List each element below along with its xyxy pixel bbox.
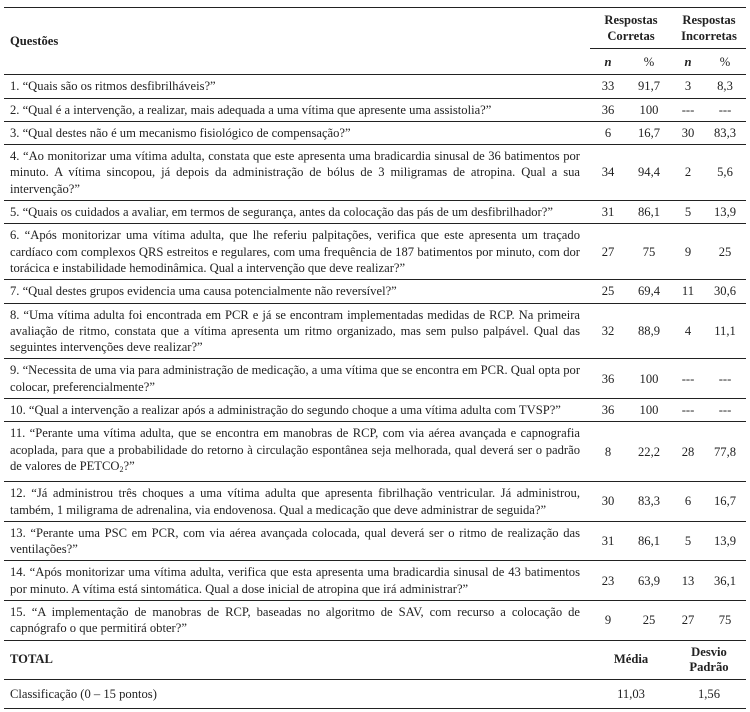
- incorrect-pct-cell: 8,3: [704, 75, 746, 98]
- incorrect-n-cell: 11: [672, 280, 704, 303]
- incorrect-pct-cell: 11,1: [704, 303, 746, 359]
- correct-n-cell: 36: [590, 399, 626, 422]
- question-text-main: 3. “Qual destes não é um mecanismo fisiológico de compensação?”: [10, 125, 351, 140]
- incorrect-answers-header: Respostas Incorretas: [672, 8, 746, 49]
- correct-answers-header: Respostas Corretas: [590, 8, 672, 49]
- question-text: [4, 75, 590, 98]
- question-text-main: 12. “Já administrou três choques a uma vítima adulta que apresenta fibrilhação ventricular. Já administrou, também, 1 miligrama de adrenalina, via endovenosa. Qual a medicação que deve administrar de seguida?”: [10, 486, 580, 517]
- results-table: [4, 7, 746, 709]
- question-text: [4, 521, 590, 561]
- correct-pct-cell: 25: [626, 601, 672, 641]
- correct-pct-cell: 86,1: [626, 521, 672, 561]
- question-row: [4, 561, 746, 601]
- classification-label: Classificação (0 – 15 pontos): [4, 679, 590, 708]
- correct-n-cell: 9: [590, 601, 626, 641]
- question-text: [4, 303, 590, 359]
- question-row: [4, 201, 746, 224]
- incorrect-pct-cell: 75: [704, 601, 746, 641]
- incorrect-pct-header: %: [719, 55, 731, 69]
- question-text-end: ?”: [123, 458, 135, 473]
- question-text-main: 6. “Após monitorizar uma vítima adulta, que lhe referiu palpitações, verifica que este apresenta um traçado cardíaco com complexos QRS estreitos e regulares, com uma frequência de 187 batimentos por minuto, com dor torácica e instabilidade hemodinâmica. Qual a intervenção que deve realizar?”: [10, 228, 580, 275]
- incorrect-n-cell: 3: [672, 75, 704, 98]
- question-row: [4, 75, 746, 98]
- correct-n-cell: 36: [590, 359, 626, 399]
- question-row: [4, 482, 746, 522]
- correct-pct-cell: 100: [626, 359, 672, 399]
- question-text-main: 7. “Qual destes grupos evidencia uma causa potencialmente não reversível?”: [10, 284, 397, 299]
- question-text: [4, 201, 590, 224]
- incorrect-n-cell: 6: [672, 482, 704, 522]
- incorrect-n-header: n: [684, 55, 692, 69]
- mean-header: Média: [613, 652, 649, 667]
- correct-pct-cell: 83,3: [626, 482, 672, 522]
- question-text: [4, 482, 590, 522]
- incorrect-n-cell: 13: [672, 561, 704, 601]
- correct-n-cell: 32: [590, 303, 626, 359]
- correct-n-header: n: [604, 55, 612, 69]
- correct-pct-cell: 94,4: [626, 145, 672, 201]
- question-text: [4, 280, 590, 303]
- incorrect-pct-cell: ---: [704, 98, 746, 121]
- correct-n-cell: 31: [590, 201, 626, 224]
- correct-n-cell: 36: [590, 98, 626, 121]
- incorrect-n-cell: 5: [672, 521, 704, 561]
- incorrect-pct-cell: 25: [704, 224, 746, 280]
- total-row: [4, 640, 746, 679]
- correct-pct-cell: 88,9: [626, 303, 672, 359]
- question-text-main: 15. “A implementação de manobras de RCP, baseadas no algoritmo de SAV, com recurso a colocação de capnógrafo o que permitirá obter?”: [10, 605, 580, 636]
- correct-pct-cell: 16,7: [626, 121, 672, 144]
- question-row: [4, 601, 746, 641]
- question-text-main: 14. “Após monitorizar uma vítima adulta, verifica que esta apresenta uma bradicardia sinusal de 43 batimentos por minuto. A vítima está sintomática. Qual a dose inicial de atropina que irá administrar?”: [10, 565, 580, 596]
- question-text: [4, 359, 590, 399]
- correct-pct-cell: 69,4: [626, 280, 672, 303]
- correct-n-cell: 6: [590, 121, 626, 144]
- question-row: [4, 121, 746, 144]
- question-text: [4, 561, 590, 601]
- classification-mean: 11,03: [590, 679, 672, 708]
- question-text: [4, 98, 590, 121]
- correct-n-cell: 27: [590, 224, 626, 280]
- correct-n-cell: 33: [590, 75, 626, 98]
- question-text: [4, 399, 590, 422]
- question-row: [4, 399, 746, 422]
- total-label: TOTAL: [10, 652, 53, 667]
- incorrect-n-cell: ---: [672, 399, 704, 422]
- correct-n-cell: 34: [590, 145, 626, 201]
- incorrect-pct-cell: 36,1: [704, 561, 746, 601]
- question-text-main: 5. “Quais os cuidados a avaliar, em termos de segurança, antes da colocação das pás de um desfibrilhador?”: [10, 205, 553, 220]
- incorrect-n-cell: 5: [672, 201, 704, 224]
- incorrect-pct-cell: 16,7: [704, 482, 746, 522]
- question-row: [4, 98, 746, 121]
- incorrect-n-cell: 27: [672, 601, 704, 641]
- incorrect-pct-cell: 83,3: [704, 121, 746, 144]
- subscript: 2: [119, 464, 124, 474]
- sd-header: Desvio Padrão: [689, 644, 729, 674]
- question-row: [4, 359, 746, 399]
- questions-header: Questões: [10, 34, 59, 48]
- incorrect-n-cell: ---: [672, 98, 704, 121]
- question-row: [4, 145, 746, 201]
- correct-pct-cell: 91,7: [626, 75, 672, 98]
- correct-pct-cell: 100: [626, 98, 672, 121]
- question-text-main: 1. “Quais são os ritmos desfibrilháveis?”: [10, 79, 216, 94]
- question-text-main: 13. “Perante uma PSC em PCR, com via aérea avançada colocada, qual deverá ser o ritmo de realização das ventilações?”: [10, 525, 580, 557]
- correct-pct-cell: 86,1: [626, 201, 672, 224]
- incorrect-pct-cell: ---: [704, 359, 746, 399]
- question-row: [4, 280, 746, 303]
- question-text-main: 8. “Uma vítima adulta foi encontrada em PCR e já se encontram implementadas medidas de RCP. Na primeira avaliação de ritmo, constata que a vítima apresenta um ritmo organizado, mas sem pulso palpável. Qual das seguintes intervenções deve realizar?”: [10, 307, 580, 355]
- question-text-main: 11. “Perante uma vítima adulta, que se encontra em manobras de RCP, com via aérea avançada e capnografia acoplada, para que a probabilidade do retorno à circulação espontânea seja melhorada, qual deverá ser o padrão de valores de PETCO: [10, 426, 580, 473]
- correct-pct-cell: 22,2: [626, 422, 672, 482]
- question-text-main: 2. “Qual é a intervenção, a realizar, mais adequada a uma vítima que apresente uma assistolia?”: [10, 102, 492, 117]
- question-text: [4, 145, 590, 201]
- classification-row: [4, 679, 746, 708]
- correct-n-cell: 31: [590, 521, 626, 561]
- incorrect-pct-cell: 77,8: [704, 422, 746, 482]
- incorrect-pct-cell: 30,6: [704, 280, 746, 303]
- correct-n-cell: 8: [590, 422, 626, 482]
- incorrect-pct-cell: 13,9: [704, 201, 746, 224]
- incorrect-pct-cell: ---: [704, 399, 746, 422]
- correct-n-cell: 25: [590, 280, 626, 303]
- question-text-main: 4. “Ao monitorizar uma vítima adulta, constata que este apresenta uma bradicardia sinusal de 36 batimentos por minuto. A vítima sincopou, já depois da administração de bólus de 3 miligramas de atropina. Qual a sua intervenção?”: [10, 149, 580, 196]
- question-text: [4, 224, 590, 280]
- question-text: [4, 422, 590, 482]
- incorrect-n-cell: 28: [672, 422, 704, 482]
- question-text: [4, 121, 590, 144]
- question-text-main: 10. “Qual a intervenção a realizar após a administração do segundo choque a uma vítima adulta com TVSP?”: [10, 403, 561, 418]
- classification-sd: 1,56: [672, 679, 746, 708]
- correct-pct-header: %: [643, 55, 655, 69]
- question-text: [4, 601, 590, 641]
- question-text-main: 9. “Necessita de uma via para administração de medicação, a uma vítima que se encontra em PCR. Qual opta por colocar, preferencialmente?”: [10, 363, 581, 394]
- incorrect-n-cell: ---: [672, 359, 704, 399]
- incorrect-pct-cell: 13,9: [704, 521, 746, 561]
- correct-pct-cell: 100: [626, 399, 672, 422]
- question-row: [4, 422, 746, 482]
- correct-n-cell: 23: [590, 561, 626, 601]
- correct-pct-cell: 63,9: [626, 561, 672, 601]
- correct-pct-cell: 75: [626, 224, 672, 280]
- incorrect-n-cell: 9: [672, 224, 704, 280]
- incorrect-n-cell: 2: [672, 145, 704, 201]
- incorrect-n-cell: 30: [672, 121, 704, 144]
- incorrect-n-cell: 4: [672, 303, 704, 359]
- question-row: [4, 224, 746, 280]
- incorrect-pct-cell: 5,6: [704, 145, 746, 201]
- correct-n-cell: 30: [590, 482, 626, 522]
- question-row: [4, 303, 746, 359]
- question-row: [4, 521, 746, 561]
